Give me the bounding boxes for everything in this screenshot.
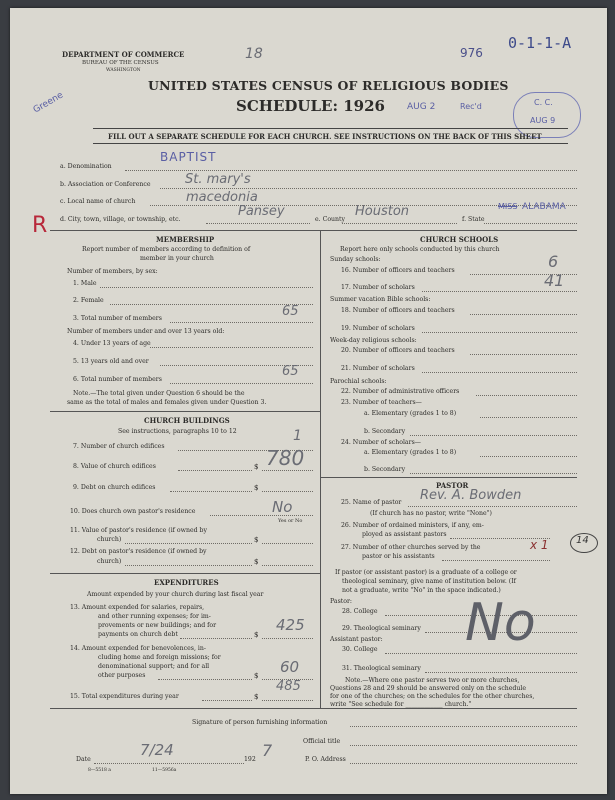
q29-label: 29. Theological seminary (342, 625, 421, 632)
q24b-label: b. Secondary (364, 466, 406, 473)
q1-label: 1. Male (73, 280, 97, 287)
pastor-inst3: not a graduate, write "No" in the space indicated.) (342, 587, 501, 594)
q23a-label: a. Elementary (grades 1 to 8) (364, 410, 457, 417)
q14-label-d: other purposes (98, 672, 146, 679)
form-number: 976 (460, 46, 483, 60)
q27-value: x 1 (530, 538, 549, 552)
q7-label: 7. Number of church edifices (73, 443, 165, 450)
label-county: e. County (315, 216, 346, 223)
q13-dollar: $ (254, 631, 259, 639)
q31-label: 31. Theological seminary (342, 665, 421, 672)
q13-label-c: provements or new buildings; and for (98, 622, 217, 629)
q16-value: 6 (548, 252, 559, 271)
pastor-note3: for one of the churches; on the schedules for the other churches, (330, 693, 535, 700)
form-number-footer: 8—5518 a (88, 768, 111, 773)
pastor-title: PASTOR (436, 481, 469, 490)
bureau-name: BUREAU OF THE CENSUS (82, 60, 159, 66)
asst-pastor-sublabel: Assistant pastor: (330, 636, 383, 643)
q3-value: 65 (282, 304, 299, 319)
membership-title: MEMBERSHIP (156, 235, 215, 244)
expenditures-sub: Amount expended by your church during last fiscal year (87, 591, 264, 598)
q11-label-b: church) (97, 536, 122, 543)
pastor-note4: write "See schedule for ____________ church." (330, 701, 472, 708)
q27-label-a: 27. Number of other churches served by the (341, 544, 481, 551)
label-association: b. Association or Conference (60, 181, 151, 188)
membership-age-head: Number of members under and over 13 years old: (67, 328, 225, 335)
instruction-line: FILL OUT A SEPARATE SCHEDULE FOR EACH CHURCH. SEE INSTRUCTIONS ON THE BACK OF THIS SHEET (108, 132, 542, 141)
q14-value: 60 (280, 658, 300, 676)
q25-note: (If church has no pastor, write "None") (370, 510, 492, 517)
pastor-inst2: theological seminary, give name of institution below. (If (342, 578, 516, 585)
q13-label-a: 13. Amount expended for salaries, repairs, (70, 604, 205, 611)
q24a-label: a. Elementary (grades 1 to 8) (364, 449, 457, 456)
q18-label: 18. Number of officers and teachers (341, 307, 455, 314)
value-state: ALABAMA (522, 202, 566, 212)
q8-dollar: $ (254, 463, 259, 471)
q17-value: 41 (544, 271, 565, 290)
print-number-footer: 11—5956a (152, 768, 177, 773)
q27-label-b: pastor or his assistants (362, 553, 435, 560)
q21-label: 21. Number of scholars (341, 365, 415, 372)
value-city: Pansey (238, 204, 285, 219)
q10-value: No (272, 498, 293, 516)
q23-label: 23. Number of teachers— (341, 399, 422, 406)
census-schedule-page (10, 8, 607, 794)
q27-circle-value: 14 (576, 535, 589, 546)
value-county: Houston (355, 204, 410, 219)
filing-code: 0-1-1-A (508, 34, 572, 52)
q13-label-d: payments on church debt (98, 631, 178, 638)
year-digit: 7 (262, 741, 273, 760)
pastor-note1: Note.—Where one pastor serves two or more churches, (345, 677, 520, 684)
schools-title: CHURCH SCHOOLS (420, 235, 499, 244)
po-address-label: P. O. Address (305, 756, 346, 763)
handwritten-18: 18 (245, 46, 263, 62)
schools-sub: Report here only schools conducted by this church (340, 246, 500, 253)
value-state-struck: MISS (498, 202, 518, 211)
cc-stamp-label: C. C. (534, 98, 553, 107)
q14-dollar: $ (254, 672, 259, 680)
q14-label-b: cluding home and foreign missions; for (98, 654, 221, 661)
received-stamp-label: Rec'd (460, 102, 482, 111)
q25-value: Rev. A. Bowden (420, 488, 522, 503)
schedule-title: SCHEDULE: 1926 (236, 97, 385, 115)
signature-label: Signature of person furnishing information (192, 719, 328, 726)
q14-label-a: 14. Amount expended for benevolences, in- (70, 645, 206, 652)
q14-label-c: denominational support; and for all (98, 663, 210, 670)
yes-no-hint: Yes or No (278, 518, 303, 524)
q26-label-a: 26. Number of ordained ministers, if any, em- (341, 522, 484, 529)
membership-sub2: member in your church (140, 255, 214, 262)
q2-label: 2. Female (73, 297, 104, 304)
pastor-note2: Questions 28 and 29 should be answered only on the schedule (330, 685, 527, 692)
bureau-city: WASHINGTON (106, 68, 141, 73)
graduate-no-value: No (465, 593, 536, 653)
schools-parochial: Parochial schools: (330, 378, 387, 385)
value-association: St. mary's (185, 172, 251, 187)
membership-sub1: Report number of members according to definition of (82, 246, 251, 253)
pastor-inst1: If pastor (or assistant pastor) is a graduate of a college or (335, 569, 517, 576)
label-denomination: a. Denomination (60, 163, 112, 170)
q9-dollar: $ (254, 484, 259, 492)
date-value: 7/24 (140, 741, 174, 759)
q10-label: 10. Does church own pastor's residence (70, 508, 196, 515)
q19-label: 19. Number of scholars (341, 325, 415, 332)
q28-label: 28. College (342, 608, 378, 615)
value-denomination: BAPTIST (160, 150, 217, 164)
q24-label: 24. Number of scholars— (341, 439, 421, 446)
membership-by-sex: Number of members, by sex: (67, 268, 158, 275)
q13-label-b: and other running expenses; for im- (98, 613, 211, 620)
q8-label: 8. Value of church edifices (73, 463, 156, 470)
received-stamp-date: AUG 2 (407, 102, 436, 112)
q13-value: 425 (276, 616, 305, 634)
q15-value: 485 (276, 679, 301, 694)
q15-label: 15. Total expenditures during year (70, 693, 179, 700)
expenditures-title: EXPENDITURES (154, 578, 219, 587)
label-local-name: c. Local name of church (60, 198, 136, 205)
red-r-mark: R (32, 213, 48, 238)
buildings-title: CHURCH BUILDINGS (144, 416, 230, 425)
q9-label: 9. Debt on church edifices (73, 484, 156, 491)
q11-label-a: 11. Value of pastor's residence (if owned by (70, 527, 207, 534)
q7-value: 1 (293, 428, 302, 444)
q22-label: 22. Number of administrative officers (341, 388, 460, 395)
cc-stamp-date: AUG 9 (530, 116, 556, 125)
q30-label: 30. College (342, 646, 378, 653)
q6-label: 6. Total number of members (73, 376, 162, 383)
form-title: UNITED STATES CENSUS OF RELIGIOUS BODIES (148, 78, 509, 93)
q23b-label: b. Secondary (364, 428, 406, 435)
q12-dollar: $ (254, 558, 259, 566)
q26-label-b: ployed as assistant pastors (362, 531, 447, 538)
q3-label: 3. Total number of members (73, 315, 162, 322)
value-local-name: macedonia (186, 190, 258, 205)
q16-label: 16. Number of officers and teachers (341, 267, 455, 274)
schools-summer: Summer vacation Bible schools: (330, 296, 431, 303)
q11-dollar: $ (254, 536, 259, 544)
q5-label: 5. 13 years old and over (73, 358, 149, 365)
label-state: f. State (462, 216, 485, 223)
q20-label: 20. Number of officers and teachers (341, 347, 455, 354)
buildings-sub: See instructions, paragraphs 10 to 12 (118, 428, 237, 435)
q12-label-b: church) (97, 558, 122, 565)
q8-value: 780 (266, 446, 305, 470)
membership-note2: same as the total of males and females given under Question 3. (67, 399, 267, 406)
q17-label: 17. Number of scholars (341, 284, 415, 291)
dept-name: DEPARTMENT OF COMMERCE (62, 50, 185, 59)
q6-value: 65 (282, 364, 299, 379)
schools-sunday: Sunday schools: (330, 256, 381, 263)
schools-weekday: Week-day religious schools: (330, 337, 417, 344)
label-city: d. City, town, village, or township, etc. (60, 216, 181, 223)
q4-label: 4. Under 13 years of age (73, 340, 151, 347)
county-stamp: Greene (31, 90, 66, 116)
date-label: Date (76, 756, 91, 763)
membership-note1: Note.—The total given under Question 6 should be the (73, 390, 245, 397)
official-title-label: Official title (303, 738, 341, 745)
q12-label-a: 12. Debt on pastor's residence (if owned by (70, 548, 207, 555)
q25-label: 25. Name of pastor (341, 499, 402, 506)
q15-dollar: $ (254, 693, 259, 701)
pastor-sublabel: Pastor: (330, 598, 353, 605)
year-prefix: 192 (244, 756, 256, 763)
